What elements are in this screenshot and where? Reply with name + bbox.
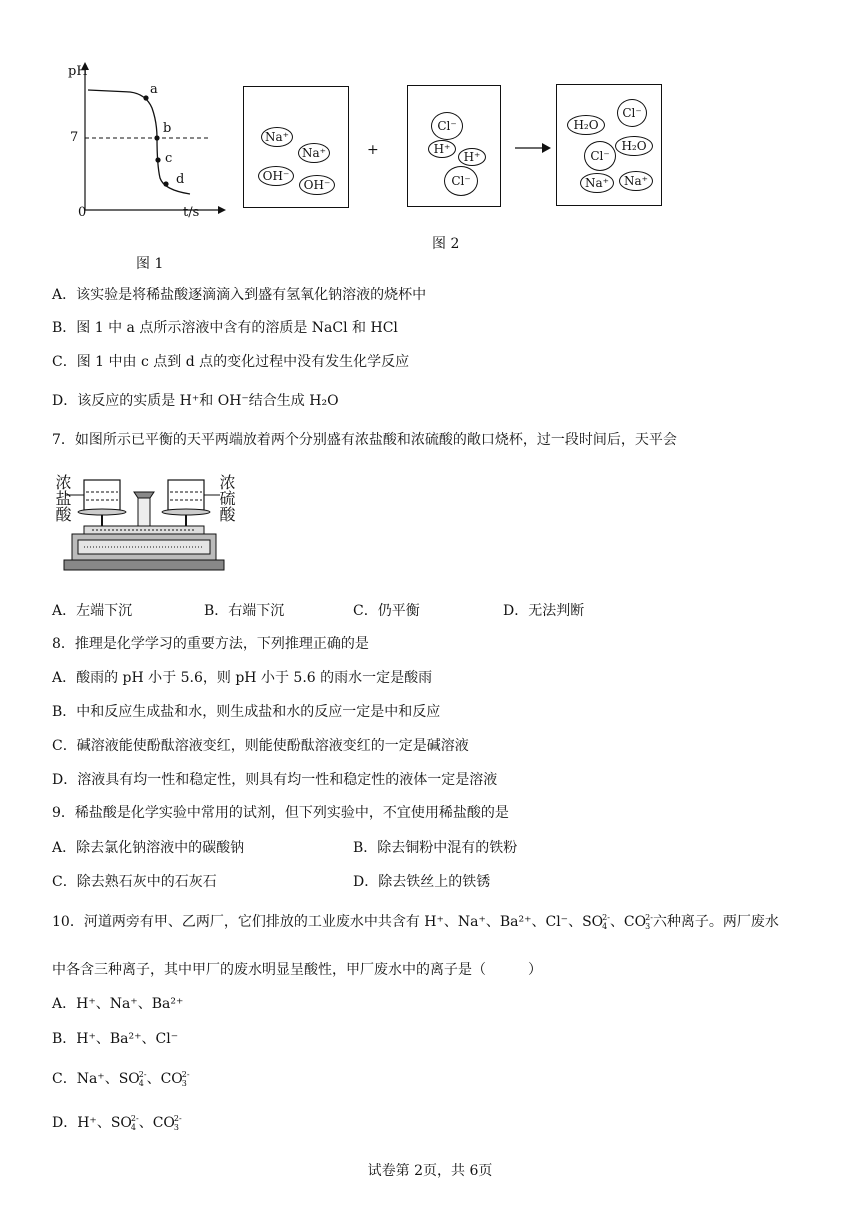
point-d-marker	[163, 181, 168, 186]
q6-option-c: C．图 1 中由 c 点到 d 点的变化过程中没有发生化学反应	[52, 354, 410, 370]
arrow-icon	[515, 141, 551, 155]
naoh-ion-box	[243, 86, 349, 208]
point-c-marker	[155, 157, 160, 162]
point-d-label: d	[176, 172, 185, 187]
balance-scale-illustration	[54, 470, 244, 580]
q8-option-d: D．溶液具有均一性和稳定性，则具有均一性和稳定性的液体一定是溶液	[52, 772, 498, 788]
chloride-ion: Cl⁻	[444, 166, 478, 196]
na-ion: Na⁺	[580, 173, 614, 193]
q7-option-a: A．左端下沉	[52, 603, 133, 619]
carbonate-charge: 2- 3	[173, 1114, 182, 1132]
page-footer: 试卷第 2页，共 6页	[367, 1163, 493, 1179]
q7-option-b: B．右端下沉	[204, 603, 285, 619]
point-a-label: a	[150, 82, 158, 97]
origin-label: 0	[78, 205, 87, 220]
q9-option-c: C．除去熟石灰中的石灰石	[52, 874, 217, 890]
point-b-marker	[154, 135, 159, 140]
carbonate-charge: 2- 3	[645, 913, 653, 931]
water-molecule: H₂O	[567, 115, 605, 135]
q7-stem: 7．如图所示已平衡的天平两端放着两个分别盛有浓盐酸和浓硫酸的敞口烧杯，过一段时间后，天平会	[52, 432, 677, 448]
product-ion-box	[556, 84, 662, 206]
left-beaker-label: 浓盐酸	[53, 474, 72, 522]
ph7-label: 7	[70, 130, 79, 145]
x-axis-arrow	[218, 206, 226, 214]
chloride-ion: Cl⁻	[584, 141, 616, 171]
y-axis-label: pH	[68, 64, 88, 79]
na-ion: Na⁺	[619, 171, 653, 191]
q6-option-d: D．该反应的实质是 H⁺和 OH⁻结合生成 H₂O	[52, 393, 339, 409]
point-c-label: c	[165, 151, 173, 166]
q8-option-b: B．中和反应生成盐和水，则生成盐和水的反应一定是中和反应	[52, 704, 441, 720]
hydroxide-ion: OH⁻	[299, 175, 335, 195]
carbonate-charge: 2- 3	[181, 1070, 190, 1088]
q9-option-b: B．除去铜粉中混有的铁粉	[353, 840, 518, 856]
q8-stem: 8．推理是化学学习的重要方法，下列推理正确的是	[52, 636, 369, 652]
na-ion: Na⁺	[261, 127, 293, 147]
sulfate-charge: 2- 4	[138, 1070, 147, 1088]
q10-stem-part2: 、CO	[609, 914, 647, 930]
chloride-ion: Cl⁻	[617, 99, 647, 127]
figure1-caption: 图 1	[136, 256, 164, 272]
q6-option-a: A．该实验是将稀盐酸逐滴滴入到盛有氢氧化钠溶液的烧杯中	[52, 287, 427, 303]
sulfate-charge: 2- 4	[130, 1114, 139, 1132]
ph-curve	[88, 90, 190, 194]
na-ion: Na⁺	[298, 143, 330, 163]
q7-option-c: C．仍平衡	[353, 603, 420, 619]
right-beaker-label: 浓硫酸	[217, 474, 236, 522]
q8-option-c: C．碱溶液能使酚酞溶液变红，则能使酚酞溶液变红的一定是碱溶液	[52, 738, 469, 754]
plus-sign: +	[367, 142, 379, 158]
q10-stem-part3: 六种离子。两厂废水	[652, 914, 779, 930]
hydroxide-ion: OH⁻	[258, 166, 294, 186]
q10-option-b: B．H⁺、Ba²⁺、Cl⁻	[52, 1031, 179, 1047]
hydrogen-ion: H⁺	[458, 148, 486, 166]
sulfate-charge: 2- 4	[602, 913, 610, 931]
q10-option-c: C．Na⁺、SO 2- 4 、CO 2- 3	[52, 1070, 190, 1088]
point-a-marker	[143, 95, 148, 100]
hcl-ion-box	[407, 85, 501, 207]
q10-option-d: D．H⁺、SO 2- 4 、CO 2- 3	[52, 1114, 182, 1132]
chloride-ion: Cl⁻	[431, 112, 463, 140]
point-b-label: b	[163, 121, 172, 136]
water-molecule: H₂O	[615, 136, 653, 156]
q10-stem-part1: 10．河道两旁有甲、乙两厂，它们排放的工业废水中共含有 H⁺、Na⁺、Ba²⁺、Cl⁻、SO	[52, 914, 604, 930]
q8-option-a: A．酸雨的 pH 小于 5.6，则 pH 小于 5.6 的雨水一定是酸雨	[52, 670, 433, 686]
q9-option-a: A．除去氯化钠溶液中的碳酸钠	[52, 840, 245, 856]
q10-stem-line2: 中各含三种离子，其中甲厂的废水明显呈酸性，甲厂废水中的离子是（ ）	[52, 962, 542, 978]
x-axis-label: t/s	[183, 205, 200, 220]
q6-option-b: B．图 1 中 a 点所示溶液中含有的溶质是 NaCl 和 HCl	[52, 320, 398, 336]
q10-option-a: A．H⁺、Na⁺、Ba²⁺	[52, 996, 184, 1012]
hydrogen-ion: H⁺	[428, 140, 456, 158]
q7-option-d: D．无法判断	[503, 603, 585, 619]
figure2-caption: 图 2	[432, 236, 460, 252]
q10-stem-line1	[52, 912, 779, 932]
q9-stem: 9．稀盐酸是化学实验中常用的试剂，但下列实验中，不宜使用稀盐酸的是	[52, 805, 509, 821]
q9-option-d: D．除去铁丝上的铁锈	[353, 874, 491, 890]
ph-curve-figure	[60, 60, 230, 220]
